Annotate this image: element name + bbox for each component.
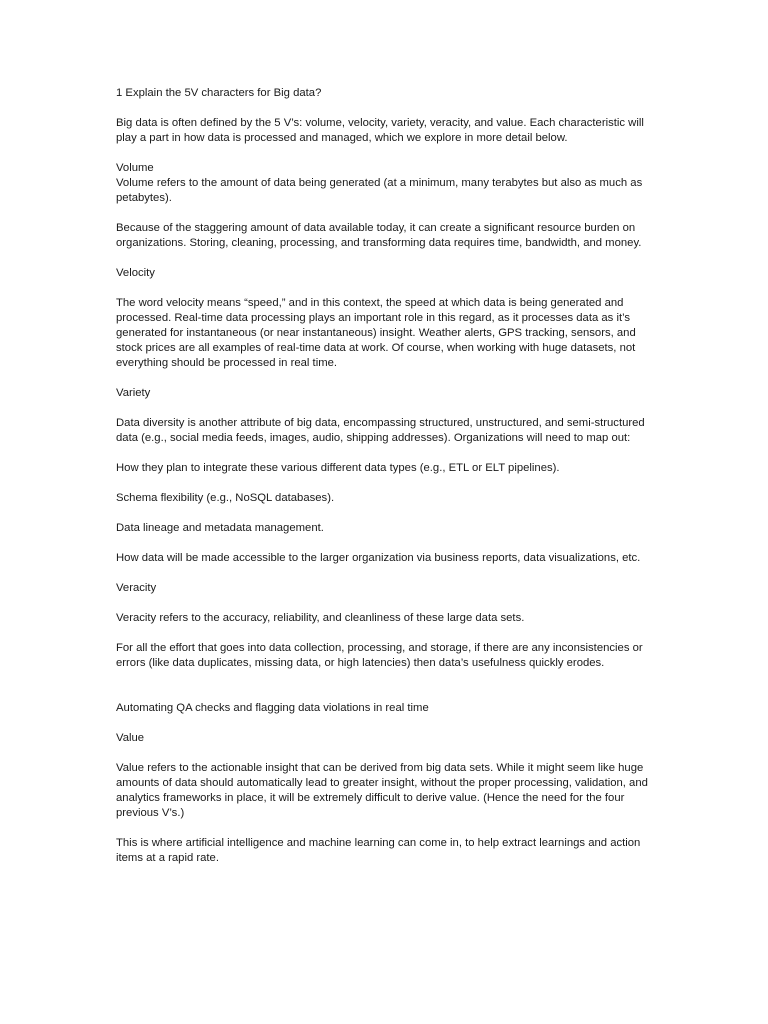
volume-paragraph-2: Because of the staggering amount of data available today, it can create a significant resource burden on organizations. Storing, cleaning, processing, and transforming data requires time, bandwidth, and money. [116, 222, 642, 249]
veracity-paragraph-2: For all the effort that goes into data collection, processing, and storage, if there are any inconsistencies or errors (like data duplicates, missing data, or high latencies) then data’s usefulness quickly erodes. [116, 642, 643, 669]
veracity-paragraph-1: Veracity refers to the accuracy, reliability, and cleanliness of these large data sets. [116, 612, 525, 624]
velocity-heading: Velocity [116, 267, 155, 279]
variety-item-integration: How they plan to integrate these various different data types (e.g., ETL or ELT pipelines). [116, 462, 560, 474]
value-paragraph-2: This is where artificial intelligence and machine learning can come in, to help extract learnings and action items at a rapid rate. [116, 837, 641, 864]
intro-paragraph: Big data is often defined by the 5 V’s: volume, velocity, variety, veracity, and value. Each characteristic will play a part in how data is processed and managed, which we explore in more detail below. [116, 117, 644, 144]
volume-paragraph-1: Volume refers to the amount of data being generated (at a minimum, many terabytes but also as much as petabytes). [116, 177, 643, 204]
variety-item-accessibility: How data will be made accessible to the larger organization via business reports, data visualizations, etc. [116, 552, 641, 564]
velocity-paragraph: The word velocity means “speed,” and in this context, the speed at which data is being generated and processed. Real-time data processing plays an important role in this regard, as it processes data as it’s generated for instantaneous (or near instantaneous) insight. Weather alerts, GPS tracking, sensors, and stock prices are all examples of real-time data at work. Of course, when working with huge datasets, not everything should be processed in real time. [116, 297, 636, 369]
volume-heading: Volume [116, 162, 154, 174]
value-heading: Value [116, 732, 145, 744]
variety-item-lineage: Data lineage and metadata management. [116, 522, 324, 534]
variety-item-schema: Schema flexibility (e.g., NoSQL databases). [116, 492, 335, 504]
veracity-paragraph-3: Automating QA checks and flagging data violations in real time [116, 702, 429, 714]
variety-paragraph: Data diversity is another attribute of big data, encompassing structured, unstructured, and semi-structured data (e.g., social media feeds, images, audio, shipping addresses). Organizations will need to map out: [116, 417, 645, 444]
veracity-heading: Veracity [116, 582, 157, 594]
question-title: 1 Explain the 5V characters for Big data? [116, 87, 322, 99]
variety-heading: Variety [116, 387, 151, 399]
value-paragraph-1: Value refers to the actionable insight that can be derived from big data sets. While it might seem like huge amounts of data should automatically lead to greater insight, without the proper processing, validation, and analytics frameworks in place, it will be extremely difficult to derive value. (Hence the need for the four previous V’s.) [116, 762, 648, 819]
